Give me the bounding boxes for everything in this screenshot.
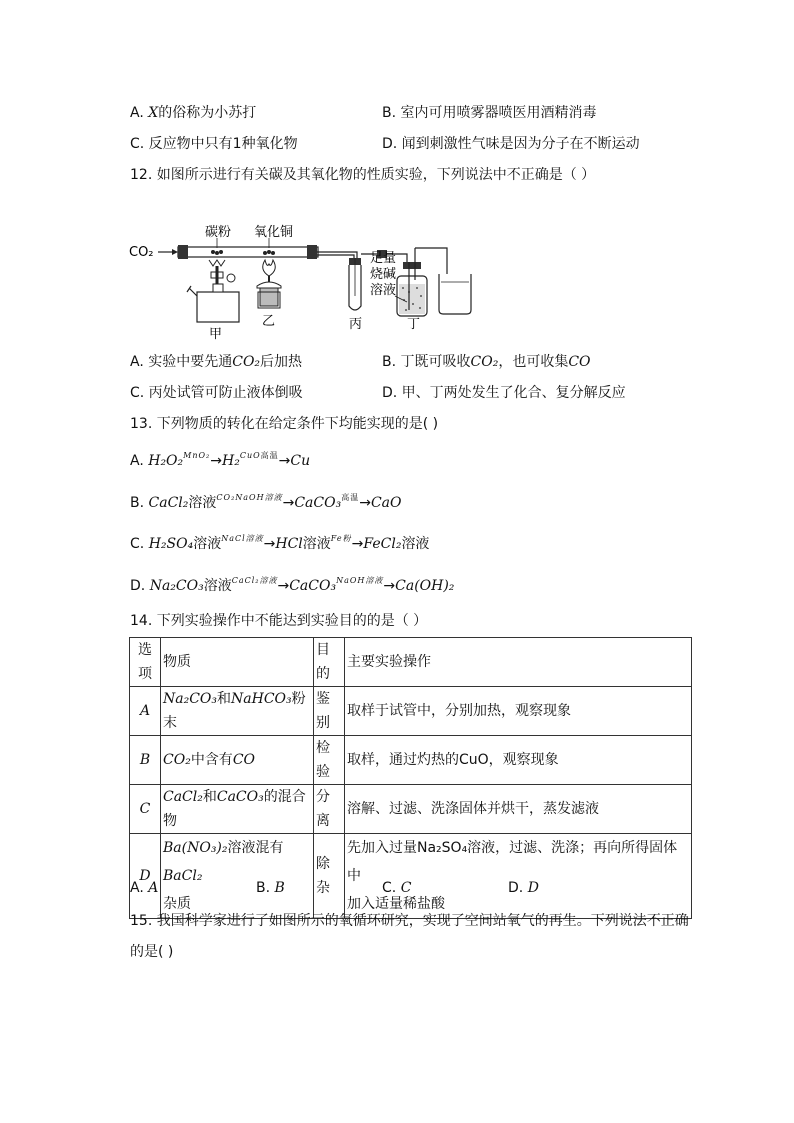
row-operation: 取样，通过灼热的CuO，观察现象 [345, 736, 692, 785]
q14-stem: 14. 下列实验操作中不能达到实验目的的是（ ） [130, 613, 428, 629]
q14-choice-d[interactable]: D. D [508, 880, 539, 896]
beaker [439, 274, 471, 314]
copper-oxide-label: 氧化铜 [254, 225, 294, 240]
q12-option-b[interactable]: B. 丁既可吸收CO₂，也可收集CO [382, 354, 591, 370]
q12-stem: 12. 如图所示进行有关碳及其氧化物的性质实验，下列说法中不正确是（ ） [130, 167, 596, 183]
row-operation: 先加入过量Na₂SO₄溶液，过滤、洗涤；再向所得固体中 加入适量稀盐酸 [345, 834, 692, 919]
row-purpose: 检验 [314, 736, 345, 785]
label-jia: 甲 [209, 327, 223, 342]
naoh-label-2: 烧碱 [370, 267, 397, 282]
test-tube-bing [349, 258, 361, 310]
row-purpose: 鉴别 [314, 687, 345, 736]
table-row [130, 834, 692, 919]
co2-inlet-label: CO₂ [129, 245, 154, 260]
q13-option-b[interactable]: B. CaCl₂溶液$^{CO_2NaOH溶液}$→CaCO₃$^{高温}$→CaO [130, 493, 402, 511]
q12-option-a[interactable]: A. 实验中要先通CO₂后加热 [130, 354, 303, 370]
carbon-powder-label: 碳粉 [205, 225, 232, 240]
row-option: C [130, 785, 161, 834]
q12-option-d[interactable]: D. 甲、丁两处发生了化合、复分解反应 [382, 385, 626, 401]
q14-choice-a[interactable]: A. A [130, 880, 159, 896]
header-purpose: 目的 [314, 638, 345, 687]
naoh-label-3: 溶液 [370, 283, 397, 298]
q11-option-b[interactable]: B. 室内可用喷雾器喷医用酒精消毒 [382, 105, 597, 121]
row-substance: Na₂CO₃和NaHCO₃粉末 [161, 687, 314, 736]
q14-choice-b[interactable]: B. B [256, 880, 285, 896]
q13-stem: 13. 下列物质的转化在给定条件下均能实现的是( ) [130, 416, 439, 432]
glass-tube [178, 247, 318, 257]
label-bing: 丙 [349, 317, 363, 332]
table-row [130, 785, 692, 834]
table-header-row [130, 638, 692, 687]
row-purpose: 分离 [314, 785, 345, 834]
row-option: B [130, 736, 161, 785]
q13-option-a[interactable]: A. H₂O₂$^{MnO_2}$→H₂$^{CuO高温}$→Cu [130, 451, 311, 469]
row-operation: 溶解、过滤、洗涤固体并烘干，蒸发滤液 [345, 785, 692, 834]
q11-option-a[interactable]: A. X的俗称为小苏打 [130, 105, 257, 121]
q13-option-d[interactable]: D. Na₂CO₃溶液$^{CaCl_2溶液}$→CaCO₃$^{NaOH溶液}$→Ca(OH)₂ [130, 576, 455, 594]
row-substance: Ba(NO₃)₂溶液混有BaCl₂ 杂质 [161, 834, 314, 919]
burner-jia [187, 260, 239, 322]
row-option: A [130, 687, 161, 736]
q12-option-c[interactable]: C. 丙处试管可防止液体倒吸 [130, 385, 303, 401]
row-substance: CaCl₂和CaCO₃的混合物 [161, 785, 314, 834]
label-yi: 乙 [262, 314, 276, 329]
q14-table [129, 637, 692, 919]
header-option: 选项 [130, 638, 161, 687]
row-substance: CO₂中含有CO [161, 736, 314, 785]
q15-stem-line2: 的是( ) [130, 944, 174, 960]
table-row [130, 687, 692, 736]
row-operation: 取样于试管中，分别加热，观察现象 [345, 687, 692, 736]
header-substance: 物质 [161, 638, 314, 687]
alcohol-lamp-yi [257, 260, 281, 308]
table-row [130, 736, 692, 785]
row-purpose: 除杂 [314, 834, 345, 919]
q12-apparatus-figure [125, 218, 495, 344]
q11-option-d[interactable]: D. 闻到刺激性气味是因为分子在不断运动 [382, 136, 640, 152]
label-ding: 丁 [407, 317, 421, 332]
q11-option-c[interactable]: C. 反应物中只有1种氧化物 [130, 136, 298, 152]
q13-option-c[interactable]: C. H₂SO₄溶液$^{NaCl溶液}$→HCl溶液$^{Fe粉}$→FeCl₂溶液 [130, 534, 430, 552]
row-option: D [130, 834, 161, 919]
q15-stem-line1: 15. 我国科学家进行了如图所示的氧循环研究，实现了空间站氧气的再生。下列说法不正确 [130, 913, 689, 929]
q14-choice-c[interactable]: C. C [382, 880, 412, 896]
naoh-label-1: 足量 [370, 251, 397, 266]
header-operation: 主要实验操作 [345, 638, 692, 687]
